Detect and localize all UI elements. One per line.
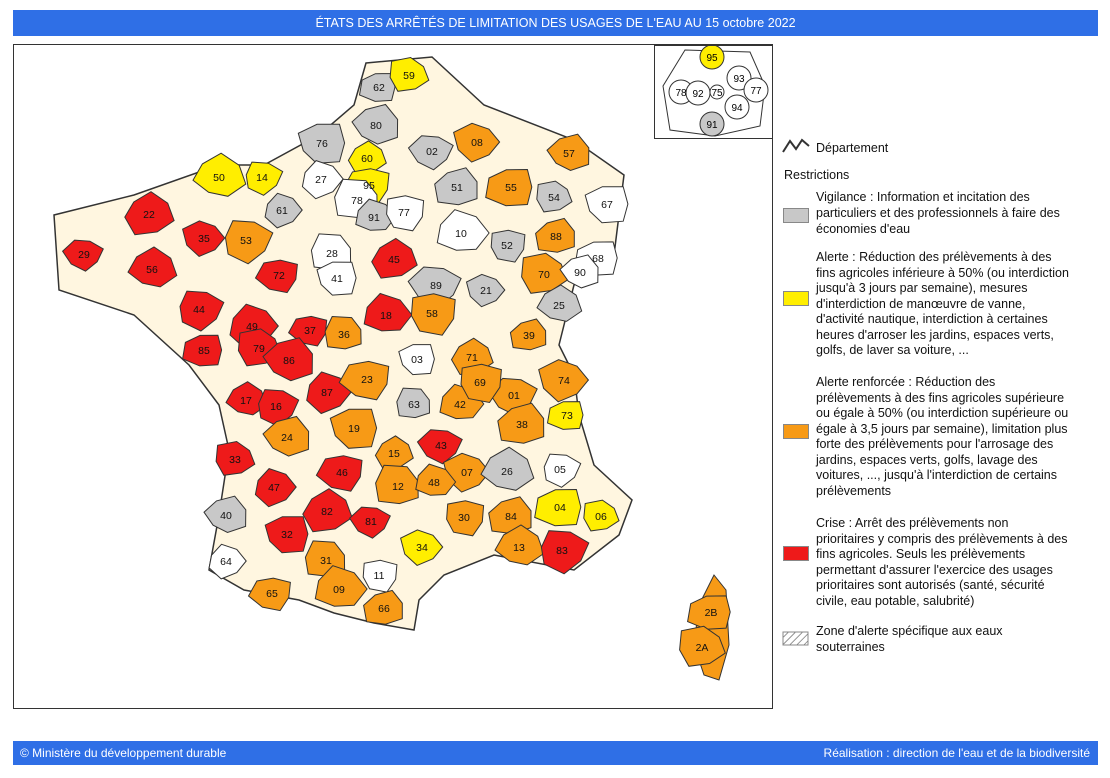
legend-line: civile, eau potable, salubrité)	[816, 593, 975, 608]
department-label: 47	[268, 482, 280, 494]
paris-inset-map	[655, 46, 772, 138]
inset-department-label: 77	[750, 86, 762, 97]
department-label: 87	[321, 387, 333, 399]
department-label: 64	[220, 556, 232, 568]
department-label: 18	[380, 310, 392, 322]
department-label: 50	[213, 172, 225, 184]
department-label: 58	[426, 308, 438, 320]
department-label: 08	[471, 137, 483, 149]
inset-department-label: 92	[692, 89, 704, 100]
department-label: 44	[193, 304, 205, 316]
department-label: 28	[326, 248, 338, 260]
department-label: 41	[331, 273, 343, 285]
restrictions-heading: Restrictions	[784, 168, 850, 182]
alerte-swatch	[783, 291, 809, 306]
department-label: 82	[321, 506, 333, 518]
legend-line: prélèvements à des fins agricoles supérieure	[816, 390, 1065, 405]
department-label: 77	[398, 207, 410, 219]
department-label: 17	[240, 395, 252, 407]
department-label: 54	[548, 192, 560, 204]
footer-bar	[13, 741, 1098, 765]
department-label: 79	[253, 343, 265, 355]
department-label: 91	[368, 212, 380, 224]
department-label: 76	[316, 138, 328, 150]
inset-department-label: 93	[733, 74, 745, 85]
department-label: 51	[451, 182, 463, 194]
legend-line: d'activité nautique, interdiction à certaines	[816, 312, 1048, 326]
department-label: 07	[461, 467, 473, 479]
departement-label: Département	[816, 141, 889, 155]
department-label: 40	[220, 510, 232, 522]
department-label: 49	[246, 321, 258, 333]
inset-department-label: 94	[731, 103, 743, 114]
department-label: 26	[501, 466, 513, 478]
department-label: 72	[273, 270, 285, 282]
department-label: 19	[348, 423, 360, 435]
department-label: 24	[281, 432, 293, 444]
france-map	[14, 45, 772, 708]
legend-line: Vigilance : Information et incitation des	[816, 190, 1030, 204]
department-label: 13	[513, 542, 525, 554]
map-frame	[13, 44, 773, 709]
department-label: 01	[508, 390, 520, 402]
department-label: 74	[558, 375, 570, 387]
department-label: 25	[553, 300, 565, 312]
department-label: 02	[426, 146, 438, 158]
department-label: 66	[378, 603, 390, 615]
footer-copyright: © Ministère du développement durable	[20, 746, 227, 760]
legend-line: particuliers et des professionnels à faire des	[816, 206, 1060, 220]
department-label: 12	[392, 481, 404, 493]
department-label: 43	[435, 440, 447, 452]
legend-line: forte des prélèvements pour l'arrosage des	[816, 437, 1054, 451]
department-label: 63	[408, 399, 420, 411]
department-label: 69	[474, 377, 486, 389]
department-label: 42	[454, 399, 466, 411]
department-label: 21	[480, 285, 492, 297]
department-label: 37	[304, 325, 316, 337]
legend-line: prioritaires sont autorisés (santé, sécurité	[816, 578, 1045, 592]
department-label: 04	[554, 502, 566, 514]
department-label: 16	[270, 401, 282, 413]
legend-line: permettant d'assurer l'exercice des usages	[816, 562, 1053, 577]
department-label: 48	[428, 477, 440, 489]
department-label: 85	[198, 345, 210, 357]
department-label: 81	[365, 516, 377, 528]
legend-line: jusqu'à 3 jours par semaine), mesures	[816, 281, 1028, 295]
department-label: 59	[403, 70, 415, 82]
department-label: 70	[538, 269, 550, 281]
department-label: 34	[416, 542, 428, 554]
inset-department-label: 91	[706, 120, 718, 131]
department-label: 89	[430, 280, 442, 292]
department-label: 95	[363, 180, 375, 192]
department-label: 65	[266, 588, 278, 600]
department-label: 46	[336, 467, 348, 479]
department-label: 2B	[704, 607, 718, 619]
department-label: 38	[516, 419, 528, 431]
department-label: 11	[373, 570, 385, 582]
legend-line: égale à 3,5 jours par semaine), limitation plus	[816, 421, 1068, 436]
department-label: 10	[455, 228, 467, 240]
department-label: 62	[373, 82, 385, 94]
department-label: 35	[198, 233, 210, 245]
department-label: 68	[592, 253, 604, 265]
departement-line-icon	[782, 138, 810, 154]
legend-line: ou égale à 50% (ou interdiction supérieure ou	[816, 406, 1069, 420]
department-label: 88	[550, 231, 562, 243]
department-label: 45	[388, 254, 400, 266]
legend-line: Zone d'alerte spécifique aux eaux	[816, 624, 1003, 638]
department-label: 2A	[695, 642, 709, 654]
legend-line: prioritaires y compris des prélèvements à des	[816, 531, 1068, 546]
department-label: 33	[229, 454, 241, 466]
legend-line: d'interdiction de manœuvre de vanne,	[816, 296, 1026, 311]
department-label: 67	[601, 199, 613, 211]
department-label: 39	[523, 330, 535, 342]
department-label: 61	[276, 205, 288, 217]
legend-line: souterraines	[816, 640, 885, 654]
inset-department-label: 78	[675, 88, 687, 99]
legend-line: Alerte : Réduction des prélèvements à des	[816, 250, 1052, 264]
department-label: 22	[143, 209, 155, 221]
department-label: 57	[563, 148, 575, 160]
footer-credit: Réalisation : direction de l'eau et de la biodiversité	[823, 746, 1090, 760]
legend-line: fins agricoles. Seuls les prélèvements	[816, 547, 1026, 561]
legend-line: économies d'eau	[816, 222, 911, 236]
department-label: 32	[281, 529, 293, 541]
department-label: 31	[320, 555, 332, 567]
department-label: 71	[466, 352, 478, 364]
vigilance-swatch	[783, 208, 809, 223]
department-label: 52	[501, 240, 513, 252]
department-label: 83	[556, 545, 568, 557]
paris-inset	[654, 45, 773, 139]
inset-department-label: 95	[706, 53, 718, 64]
department-label: 55	[505, 182, 517, 194]
department-label: 27	[315, 174, 327, 186]
department-label: 36	[338, 329, 350, 341]
department-label: 60	[361, 153, 373, 165]
legend-line: Alerte renforcée : Réduction des	[816, 375, 996, 389]
department-label: 90	[574, 267, 586, 279]
legend-line: prélèvements	[816, 483, 892, 498]
department-label: 03	[411, 354, 423, 366]
legend-line: jardins, espaces verts, golfs, lavage des	[816, 452, 1038, 467]
department-label: 73	[561, 410, 573, 422]
crise-swatch	[783, 546, 809, 561]
department-label: 09	[333, 584, 345, 596]
department-label: 86	[283, 355, 295, 367]
legend-line: golfs, de laver sa voiture, ...	[816, 343, 969, 357]
legend-line: heures d'arroser les jardins, espaces verts,	[816, 327, 1054, 342]
department-label: 30	[458, 512, 470, 524]
department-label: 14	[256, 172, 268, 184]
inset-department-label: 75	[711, 88, 723, 99]
department-label: 15	[388, 448, 400, 460]
alerte-renforcee-swatch	[783, 424, 809, 439]
department-label: 29	[78, 249, 90, 261]
legend-line: fins agricoles inférieure à 50% (ou interdiction	[816, 265, 1069, 280]
department-label: 06	[595, 511, 607, 523]
legend-line: Crise : Arrêt des prélèvements non	[816, 516, 1009, 530]
legend-line: voitures, ..., jusqu'à l'interdiction de certains	[816, 468, 1058, 482]
department-label: 23	[361, 374, 373, 386]
department-label: 05	[554, 464, 566, 476]
department-label: 56	[146, 264, 158, 276]
department-label: 53	[240, 235, 252, 247]
department-label: 84	[505, 511, 517, 523]
department-label: 78	[351, 195, 363, 207]
department-label: 80	[370, 120, 382, 132]
hatch-swatch	[782, 631, 810, 647]
map-title: ÉTATS DES ARRÊTÉS DE LIMITATION DES USAGES DE L'EAU AU 15 octobre 2022	[13, 10, 1098, 36]
